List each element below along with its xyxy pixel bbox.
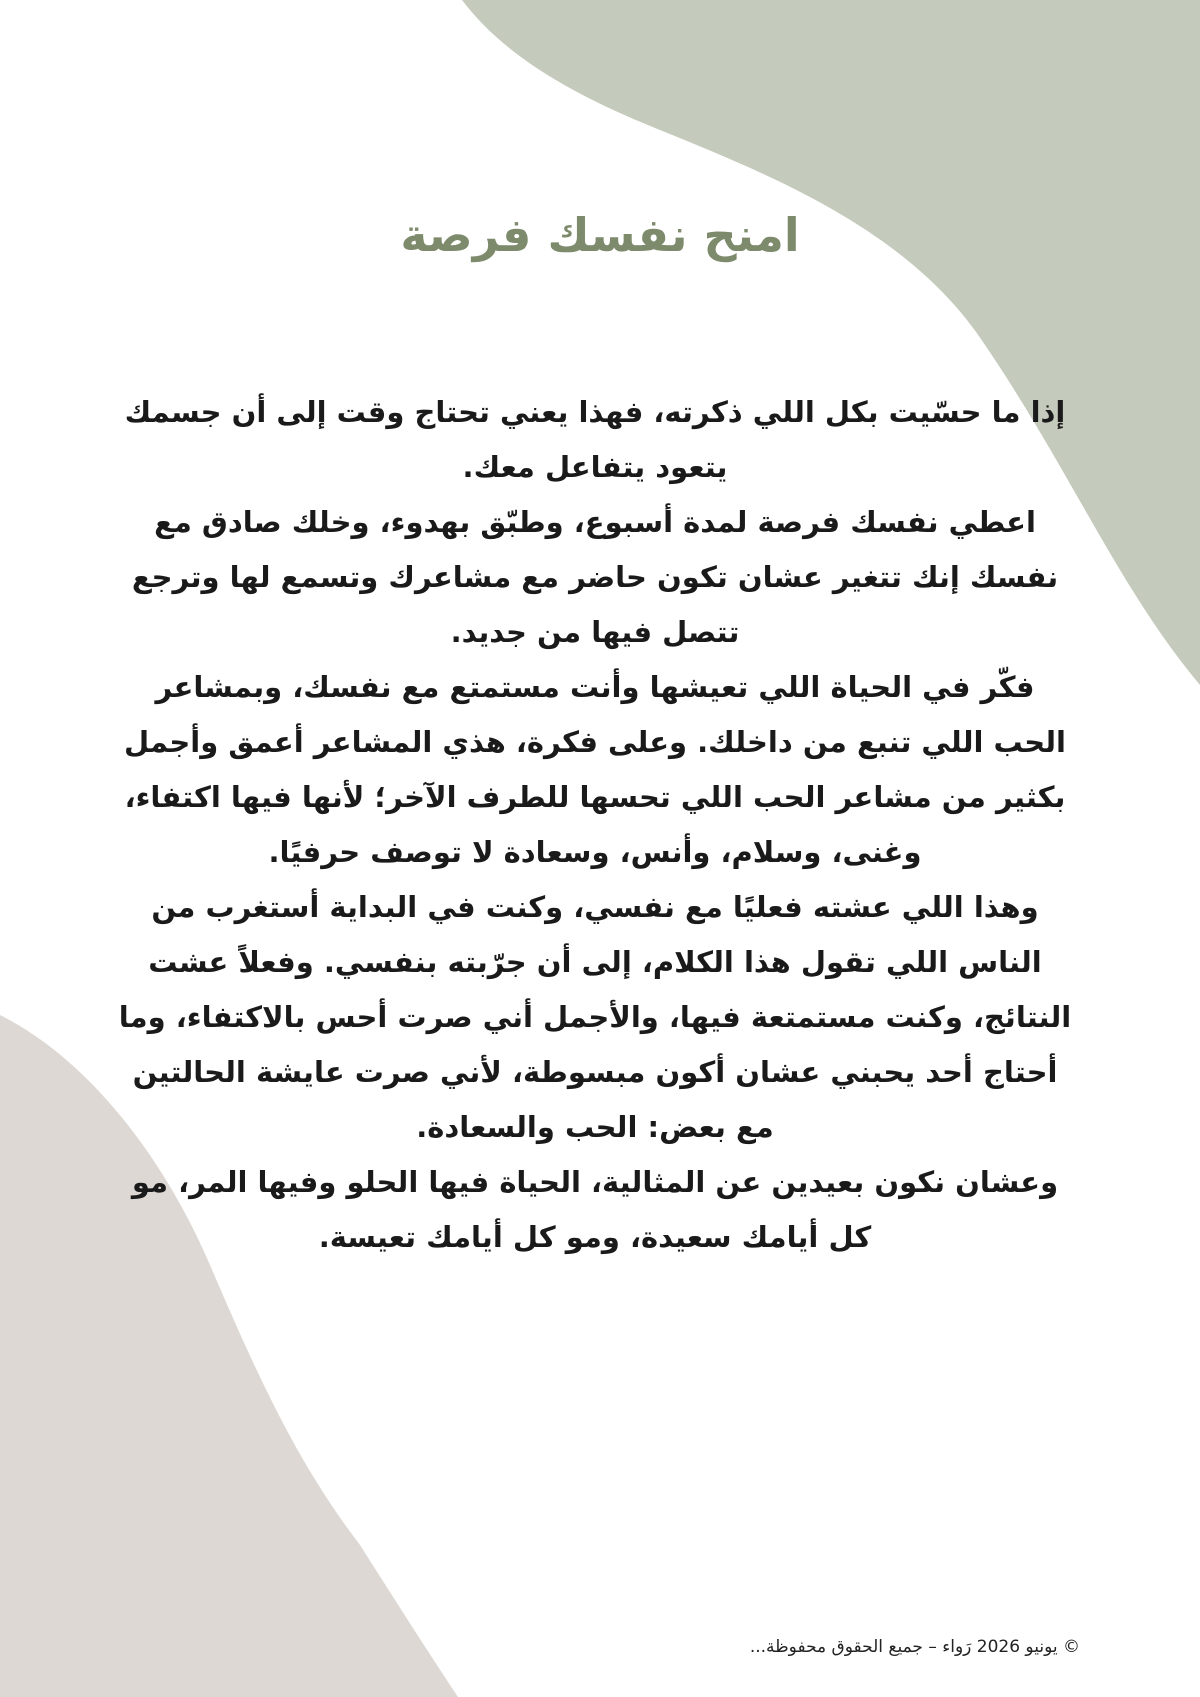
paragraph-2: اعطي نفسك فرصة لمدة أسبوع، وطبّق بهدوء، وخلك صادق مع نفسك إنك تتغير عشان تكون حاضر مع مشاعرك وتسمع لها وترجع تتصل فيها من جديد. bbox=[131, 505, 1059, 649]
copyright-footer: © يونيو 2026 رَواء – جميع الحقوق محفوظة... bbox=[749, 1637, 1080, 1657]
paragraph-1: إذا ما حسّيت بكل اللي ذكرته، فهذا يعني تحتاج وقت إلى أن جسمك يتعود يتفاعل معك. bbox=[124, 395, 1066, 484]
paragraph-4: وهذا اللي عشته فعليًا مع نفسي، وكنت في البداية أستغرب من الناس اللي تقول هذا الكلام، إلى أن جرّبته بنفسي. وفعلاً عشت النتائج، وكنت مستمتعة فيها، والأجمل أني صرت أحس بالاكتفاء، وما أحتاج أحد يحبني عشان أكون مبسوطة، لأني صرت عايشة الحالتين مع بعض: الحب والسعادة. bbox=[118, 890, 1072, 1144]
body-text bbox=[115, 385, 1075, 1265]
page-title: امنح نفسك فرصة bbox=[400, 208, 800, 262]
paragraph-5: وعشان نكون بعيدين عن المثالية، الحياة فيها الحلو وفيها المر، مو كل أيامك سعيدة، ومو كل أيامك تعيسة. bbox=[131, 1165, 1059, 1254]
paragraph-3: فكّر في الحياة اللي تعيشها وأنت مستمتع مع نفسك، وبمشاعر الحب اللي تنبع من داخلك. وعلى فكرة، هذي المشاعر أعمق وأجمل بكثير من مشاعر الحب اللي تحسها للطرف الآخر؛ لأنها فيها اكتفاء، وغنى، وسلام، وأنس، وسعادة لا توصف حرفيًا. bbox=[124, 670, 1066, 869]
